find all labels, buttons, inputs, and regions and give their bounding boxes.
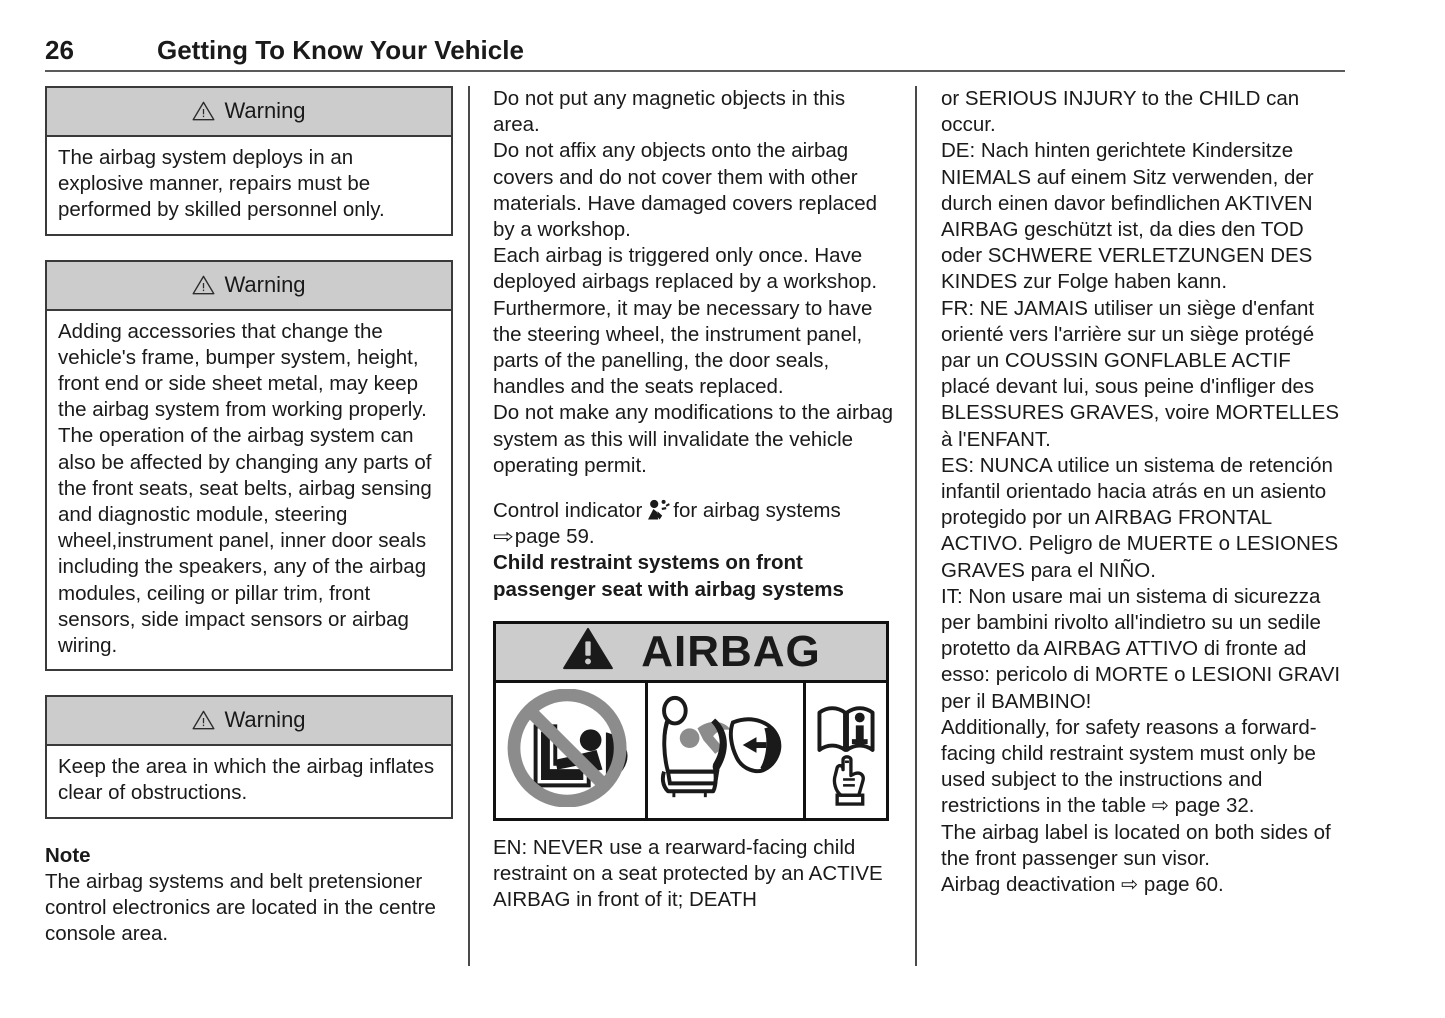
warning-box-1-body: The airbag system deploys in an explosive manner, repairs must be performed by skilled personnel only. [58, 146, 385, 222]
right-paragraph-label-location: The airbag label is located on both sides of the front passenger sun visor. [941, 820, 1331, 870]
middle-paragraph-3: Each airbag is triggered only once. Have deployed airbags replaced by a workshop. Furthermore, it may be necessary to have the steering wheel, the instrument panel, parts of the panelling, the door seals, handles and the seats replaced. [493, 244, 878, 399]
airbag-label-panel-3 [806, 683, 886, 818]
warning-box-2-header [47, 262, 451, 311]
right-paragraph-additional: Additionally, for safety reasons a forward-facing child restraint system must only be used subject to the instructions and restrictions in the table ⇨ page 32. [941, 715, 1317, 818]
read-manual-info-icon [813, 689, 879, 812]
airbag-label-caption-en: EN: NEVER use a rearward-facing child restraint on a seat protected by an ACTIVE AIRBAG in front of it; DEATH [493, 835, 883, 912]
warning-box-3-heading: Warning [224, 707, 306, 733]
note-body: The airbag systems and belt pretensioner control electronics are located in the centre console area. [45, 869, 436, 946]
left-column [45, 86, 469, 976]
middle-paragraph-1: Do not put any magnetic objects in this area. [493, 87, 846, 137]
page-reference-arrow-icon: ⇨ [493, 526, 514, 549]
right-paragraph-1: or SERIOUS INJURY to the CHILD can occur. [941, 87, 1300, 137]
no-rearward-facing-child-seat-icon [505, 689, 637, 812]
warning-triangle-icon [192, 101, 215, 121]
airbag-label-panel-2 [648, 683, 806, 818]
airbag-label-word: AIRBAG [641, 626, 821, 676]
warning-triangle-icon [192, 710, 215, 730]
note-title: Note [45, 843, 91, 867]
child-restraint-subheading: Child restraint systems on front passenger seat with airbag systems [493, 551, 844, 601]
right-paragraph-fr: FR: NE JAMAIS utiliser un siège d'enfant orienté vers l'arrière sur un siège protégé par un COUSSIN GONFLABLE ACTIF placé devant lui, sous peine d'infliger des BLESSURES GRAVES, voire MORTELLES à l'ENFANT. [941, 296, 1339, 451]
page-columns [45, 86, 1345, 976]
airbag-control-indicator-icon [645, 499, 670, 521]
control-indicator-suffix: for airbag systems [673, 499, 841, 523]
warning-box-1-heading: Warning [224, 98, 306, 123]
airbag-deploying-into-child-icon [653, 689, 799, 812]
warning-box-1 [45, 86, 453, 236]
warning-box-1-header [47, 88, 451, 137]
note-block [45, 843, 453, 948]
airbag-label-pictograms [496, 683, 886, 818]
page-title: Getting To Know Your Vehicle [157, 35, 524, 65]
middle-paragraph-2: Do not affix any objects onto the airbag covers and do not cover them with other materials. Have damaged covers replaced by a workshop. [493, 139, 877, 242]
solid-warning-triangle-icon [561, 627, 615, 676]
warning-box-3 [45, 695, 453, 818]
warning-triangle-icon [192, 275, 215, 295]
control-indicator-page-ref[interactable]: page 59. [514, 525, 595, 549]
warning-box-3-body: Keep the area in which the airbag inflates clear of obstructions. [58, 755, 435, 805]
page-header [45, 34, 1345, 72]
airbag-warning-label [493, 621, 889, 821]
middle-column [469, 86, 917, 976]
control-indicator-prefix: Control indicator [493, 499, 643, 523]
airbag-label-header [496, 624, 886, 683]
warning-box-3-header [47, 697, 451, 746]
right-paragraph-de: DE: Nach hinten gerichtete Kindersitze NIEMALS auf einem Sitz verwenden, der durch einen davor befindlichen AKTIVEN AIRBAG geschützt ist, da dies den TOD oder SCHWERE VERLETZUNGEN DES KINDES zur Folge haben kann. [941, 139, 1314, 294]
right-paragraph-deactivation: Airbag deactivation ⇨ page 60. [941, 873, 1224, 897]
control-indicator-reference [493, 498, 897, 550]
airbag-label-panel-1 [496, 683, 648, 818]
right-paragraph-es: ES: NUNCA utilice un sistema de retención infantil orientado hacia atrás en un asiento protegido por un AIRBAG FRONTAL ACTIVO. Peligro de MUERTE o LESIONES GRAVES para el NIÑO. [941, 453, 1339, 582]
right-column [917, 86, 1345, 976]
page-number: 26 [45, 35, 74, 65]
warning-box-2-body: Adding accessories that change the vehicle's frame, bumper system, height, front end or side sheet metal, may keep the airbag system from working properly. The operation of the airbag system can also be affected by changing any parts of the front seats, seat belts, airbag sensing and diagnostic module, steering wheel,instrument panel, inner door seals including the speakers, any of the airbag modules, ceiling or pillar trim, front sensors, side impact sensors or airbag wiring. [58, 319, 432, 658]
warning-box-2 [45, 260, 453, 672]
warning-box-2-heading: Warning [224, 271, 306, 297]
right-paragraph-it: IT: Non usare mai un sistema di sicurezza per bambini rivolto all'indietro su un sedile protetto da AIRBAG ATTIVO di fronte ad esso: pericolo di MORTE o LESIONI GRAVI per il BAMBINO! [941, 584, 1341, 713]
middle-paragraph-4: Do not make any modifications to the airbag system as this will invalidate the vehicle operating permit. [493, 401, 893, 477]
